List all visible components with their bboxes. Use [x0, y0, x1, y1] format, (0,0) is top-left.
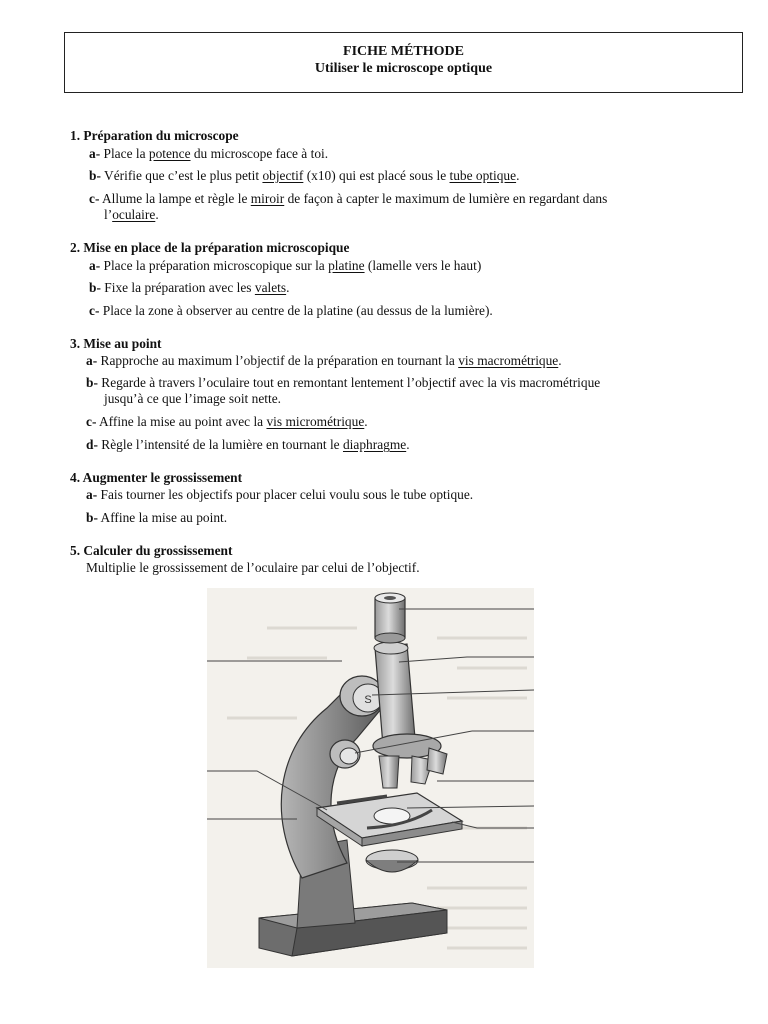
mirror [366, 850, 418, 872]
item-text: du microscope face à toi. [190, 146, 329, 161]
page-title: FICHE MÉTHODE [343, 44, 464, 59]
section-3-title: 3. Mise au point [70, 336, 162, 351]
item-text: Place la [103, 146, 149, 161]
s3-item-b [86, 375, 600, 391]
eyepiece [375, 593, 405, 643]
item-text: Allume la lampe et règle le [102, 191, 251, 206]
term-diaphragme: diaphragme [342, 437, 407, 452]
item-label: a- [86, 487, 98, 502]
item-label: d- [86, 437, 98, 452]
term-objectif: objectif [262, 168, 304, 183]
item-label: b- [86, 510, 98, 525]
item-text: . [286, 280, 290, 295]
item-label: a- [89, 146, 101, 161]
item-text: (x10) qui est placé sous le [303, 168, 450, 183]
item-text: l’ [104, 207, 113, 222]
item-text: Fais tourner les objectifs pour placer celui voulu sous le tube optique. [100, 487, 474, 502]
fine-focus-knob [330, 740, 360, 768]
item-text: . [364, 414, 368, 429]
microscope-figure [207, 588, 534, 968]
item-label: a- [86, 353, 98, 368]
term-valets: valets [254, 280, 287, 295]
item-text: Règle l’intensité de la lumière en tournant le [101, 437, 343, 452]
item-text: Rapproche au maximum l’objectif de la préparation en tournant la [100, 353, 459, 368]
term-miroir: miroir [250, 191, 285, 206]
s1-item-a [89, 146, 328, 162]
s1-item-c [89, 191, 607, 207]
title-box [64, 32, 743, 93]
item-label: b- [89, 280, 101, 295]
item-text: Regarde à travers l’oculaire tout en remontant lentement l’objectif avec la vis macrométrique [101, 375, 601, 390]
item-text: de façon à capter le maximum de lumière en regardant dans [284, 191, 608, 206]
item-text: . [155, 207, 159, 222]
page-subtitle: Utiliser le microscope optique [314, 61, 493, 76]
s3-item-c [86, 414, 368, 430]
s1-item-b [89, 168, 519, 184]
item-text: . [558, 353, 562, 368]
item-text: Vérifie que c’est le plus petit [104, 168, 263, 183]
s4-item-a [86, 487, 473, 503]
s1-item-c-line2 [104, 207, 159, 223]
base [259, 840, 447, 956]
item-label: c- [86, 414, 97, 429]
item-text: Place la zone à observer au centre de la platine (au dessus de la lumière). [102, 303, 493, 318]
item-text: Affine la mise au point avec la [99, 414, 267, 429]
s5-text: Multiplie le grossissement de l’oculaire par celui de l’objectif. [86, 560, 420, 575]
s3-item-a [86, 353, 562, 369]
section-4-title: 4. Augmenter le grossissement [70, 470, 243, 485]
item-text: (lamelle vers le haut) [364, 258, 482, 273]
section-5-title: 5. Calculer du grossissement [70, 543, 233, 558]
term-tube-optique: tube optique [449, 168, 517, 183]
term-potence: potence [148, 146, 191, 161]
item-label: b- [89, 168, 101, 183]
s2-item-c [89, 303, 493, 319]
s3-item-b-line2: jusqu’à ce que l’image soit nette. [104, 391, 281, 406]
s4-item-b [86, 510, 227, 526]
item-label: c- [89, 191, 100, 206]
item-label: b- [86, 375, 98, 390]
term-vis-micrometrique: vis micrométrique [266, 414, 365, 429]
item-text: Affine la mise au point. [100, 510, 228, 525]
section-1-title: 1. Préparation du microscope [70, 128, 239, 143]
item-label: c- [89, 303, 100, 318]
microscope-illustration [207, 588, 534, 968]
section-2-title: 2. Mise en place de la préparation microscopique [70, 240, 350, 255]
item-text: Place la préparation microscopique sur la [103, 258, 329, 273]
item-text: . [406, 437, 410, 452]
item-label: a- [89, 258, 101, 273]
s2-item-b [89, 280, 289, 296]
knob-letter: S [364, 694, 372, 706]
stage [317, 793, 462, 846]
item-text: . [516, 168, 520, 183]
item-text: Fixe la préparation avec les [104, 280, 255, 295]
s2-item-a [89, 258, 481, 274]
s3-item-d [86, 437, 410, 453]
term-oculaire: oculaire [112, 207, 156, 222]
term-platine: platine [328, 258, 365, 273]
term-vis-macrometrique: vis macrométrique [458, 353, 559, 368]
